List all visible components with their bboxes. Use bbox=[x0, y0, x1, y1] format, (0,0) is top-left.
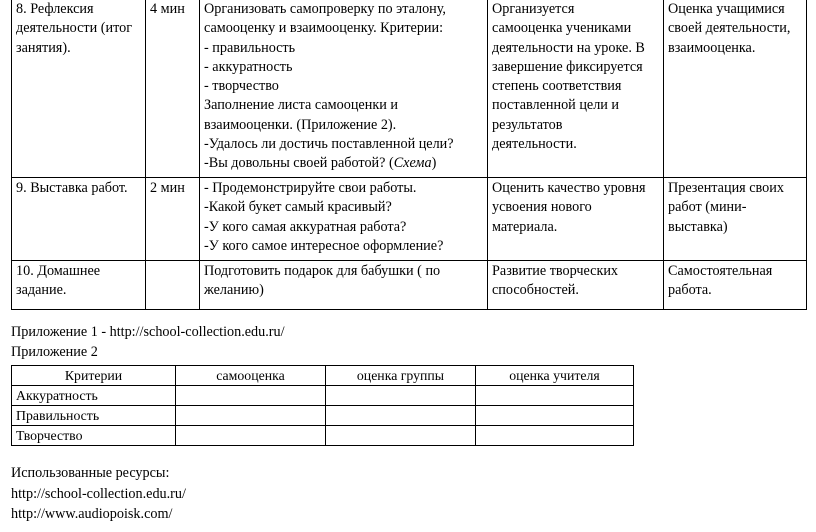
assessment-table bbox=[11, 365, 634, 446]
control-cell: Самостоятельная работа. bbox=[664, 261, 807, 310]
stage-cell: 9. Выставка работ. bbox=[12, 178, 146, 261]
table-row bbox=[12, 0, 807, 178]
criterion-cell: Правильность bbox=[12, 406, 176, 426]
empty-cell bbox=[326, 426, 476, 446]
empty-cell bbox=[476, 426, 634, 446]
empty-cell bbox=[176, 426, 326, 446]
empty-cell bbox=[176, 386, 326, 406]
teacher-last-line: -Вы довольны своей работой? (Схема) bbox=[204, 155, 437, 172]
student-result-cell: Организуется самооценка учениками деятельности на уроке. В завершение фиксируется степень соответствия поставленной цели и результатов деятельности. bbox=[488, 0, 664, 178]
stage-cell: 8. Рефлексия деятельности (итог занятия). bbox=[12, 0, 146, 178]
table-row bbox=[12, 406, 634, 426]
appendix-2-heading: Приложение 2 bbox=[11, 344, 98, 360]
resource-link[interactable]: http://school-collection.edu.ru/ bbox=[11, 486, 186, 502]
control-cell: Презентация своих работ (мини- выставка) bbox=[664, 178, 807, 261]
resources-title: Использованные ресурсы: bbox=[11, 465, 170, 481]
table-row bbox=[12, 261, 807, 310]
empty-cell bbox=[326, 406, 476, 426]
table-row bbox=[12, 426, 634, 446]
time-cell bbox=[146, 261, 200, 310]
teacher-activity-cell: - Продемонстрируйте свои работы. -Какой букет самый красивый? -У кого самая аккуратная работа? -У кого самое интересное оформление? bbox=[200, 178, 488, 261]
resource-link[interactable]: http://www.audiopoisk.com/ bbox=[11, 506, 173, 522]
table-row bbox=[12, 178, 807, 261]
student-result-cell: Развитие творческих способностей. bbox=[488, 261, 664, 310]
empty-cell bbox=[176, 406, 326, 426]
table-row bbox=[12, 386, 634, 406]
student-result-cell: Оценить качество уровня усвоения нового материала. bbox=[488, 178, 664, 261]
header-group-assessment: оценка группы bbox=[326, 366, 476, 386]
empty-cell bbox=[326, 386, 476, 406]
header-self-assessment: самооценка bbox=[176, 366, 326, 386]
appendix-1-line: Приложение 1 - http://school-collection.edu.ru/ bbox=[11, 324, 285, 340]
header-criteria: Критерии bbox=[12, 366, 176, 386]
criterion-cell: Аккуратность bbox=[12, 386, 176, 406]
stage-cell: 10. Домашнее задание. bbox=[12, 261, 146, 310]
criterion-cell: Творчество bbox=[12, 426, 176, 446]
control-cell: Оценка учащимися своей деятельности, взаимооценка. bbox=[664, 0, 807, 178]
assessment-header-row bbox=[12, 366, 634, 386]
time-cell: 2 мин bbox=[146, 178, 200, 261]
time-cell: 4 мин bbox=[146, 0, 200, 178]
teacher-activity-cell: Подготовить подарок для бабушки ( по желанию) bbox=[200, 261, 488, 310]
teacher-activity-cell: Организовать самопроверку по эталону, самооценку и взаимооценку. Критерии: - правильность - аккуратность - творчество Заполнение листа самооценки и взаимооценки. (Приложение 2). -Удалось ли достичь поставленной цели? -Вы довольны своей работой? (Схема) bbox=[200, 0, 488, 178]
header-teacher-assessment: оценка учителя bbox=[476, 366, 634, 386]
empty-cell bbox=[476, 406, 634, 426]
empty-cell bbox=[476, 386, 634, 406]
lesson-stages-table bbox=[11, 0, 807, 310]
